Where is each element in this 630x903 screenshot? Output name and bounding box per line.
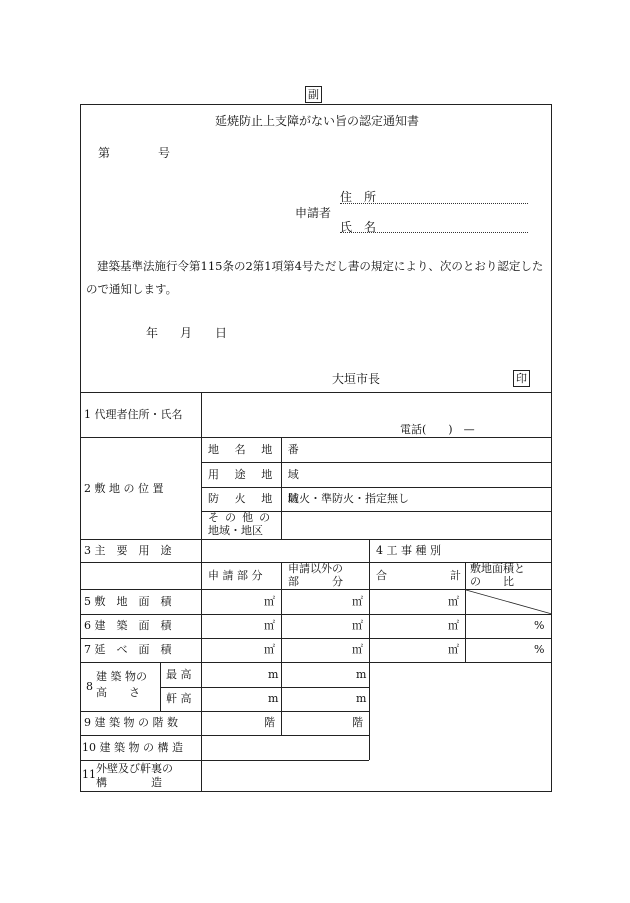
fire-zone-options[interactable]: 防火・準防火・指定無し [288, 492, 409, 505]
document-title: 延焼防止上支障がない旨の認定通知書 [215, 114, 420, 128]
body-text-2: ので通知します。 [86, 282, 178, 296]
date-year: 年 [146, 326, 159, 340]
unit-floor: 階 [264, 716, 275, 729]
header-total-b: 計 [450, 569, 461, 582]
unit-m: m [356, 668, 367, 681]
address-label: 住 所 [340, 190, 377, 204]
bouka-label: 防 火 地 域 [208, 492, 305, 505]
youto-label: 用 途 地 域 [208, 468, 305, 481]
header-total-a: 合 [376, 569, 387, 582]
date-day: 日 [215, 326, 228, 340]
building-area-label: 6 建 築 面 積 [84, 619, 172, 632]
unit-sqm: ㎡ [352, 595, 363, 608]
ratio-diagonal [466, 590, 552, 614]
unit-sqm: ㎡ [264, 595, 275, 608]
work-type-label: 4 工 事 種 別 [376, 544, 441, 557]
floor-area-label: 7 延 べ 面 積 [84, 643, 172, 656]
unit-sqm: ㎡ [448, 619, 459, 632]
height-number: 8 [86, 680, 93, 693]
unit-percent: % [534, 619, 545, 632]
unit-sqm: ㎡ [264, 619, 275, 632]
name-line[interactable] [340, 232, 528, 233]
wall-label-2: 構 造 [96, 776, 162, 789]
mayor-name: 大垣市長 [332, 372, 381, 386]
unit-m: m [356, 692, 367, 705]
address-line[interactable] [340, 203, 528, 204]
header-other-2: 部 分 [288, 575, 343, 588]
unit-sqm: ㎡ [352, 619, 363, 632]
unit-sqm: ㎡ [448, 595, 459, 608]
unit-m: m [268, 692, 279, 705]
floors-label: 9 建 築 物 の 階 数 [84, 716, 178, 729]
site-label: 2 敷 地 の 位 置 [84, 482, 164, 495]
other-zone-label-2: 地域・地区 [208, 524, 263, 537]
unit-m: m [268, 668, 279, 681]
unit-percent: % [534, 643, 545, 656]
header-applied: 申 請 部 分 [208, 569, 263, 582]
height-label-2: 高 さ [96, 686, 140, 699]
phone-label: 電話( ) — [400, 423, 475, 436]
duplicate-stamp: 副 [305, 86, 322, 103]
wall-label-1: 外壁及び軒裏の [96, 762, 173, 775]
structure-label: 10 建 築 物 の 構 造 [82, 741, 183, 754]
name-label: 氏 名 [340, 220, 377, 234]
seal-mark: 印 [513, 370, 530, 387]
header-ratio-1: 敷地面積と [470, 562, 525, 575]
unit-sqm: ㎡ [448, 643, 459, 656]
max-height-label: 最 高 [166, 668, 192, 681]
height-label-1: 建 築 物の [96, 670, 147, 683]
unit-floor: 階 [352, 716, 363, 729]
header-other-1: 申請以外の [288, 562, 343, 575]
chimei-label: 地 名 地 番 [208, 443, 305, 456]
agent-label: 1 代理者住所・氏名 [84, 408, 183, 421]
unit-sqm: ㎡ [264, 643, 275, 656]
date-month: 月 [180, 326, 193, 340]
applicant-label: 申請者 [295, 206, 332, 220]
unit-sqm: ㎡ [352, 643, 363, 656]
eave-height-label: 軒 高 [166, 692, 192, 705]
site-area-label: 5 敷 地 面 積 [84, 595, 172, 608]
other-zone-label-1: その他の [208, 511, 277, 524]
number-go: 号 [158, 146, 171, 160]
number-dai: 第 [98, 146, 111, 160]
body-text-1: 建築基準法施行令第115条の2第1項第4号ただし書の規定により、次のとおり認定した [97, 259, 544, 273]
header-ratio-2: の 比 [470, 575, 514, 588]
wall-number: 11 [82, 768, 96, 781]
use-label: 3 主 要 用 途 [84, 544, 172, 557]
